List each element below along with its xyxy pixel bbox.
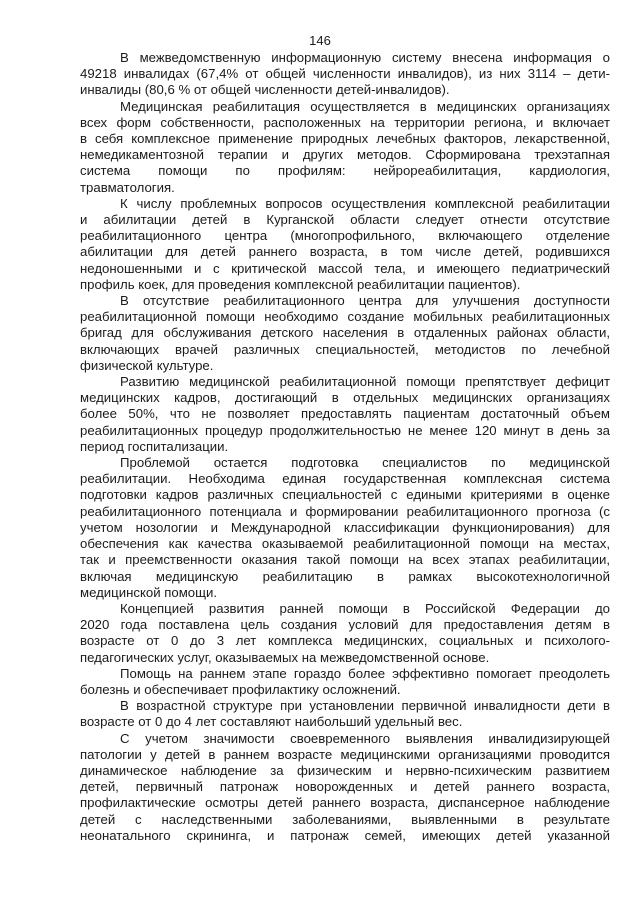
paragraph	[80, 601, 610, 666]
text-line: Помощь на раннем этапе гораздо более эффективно помогает преодолеть	[120, 665, 610, 681]
text-line: К числу проблемных вопросов осуществления комплексной реабилитации	[120, 195, 610, 211]
document-body	[80, 50, 610, 844]
text-line: В отсутствие реабилитационного центра для улучшения доступности	[120, 293, 610, 309]
paragraph	[80, 99, 610, 196]
text-line: включающих врачей различных специальностей, методистов по лечебной	[80, 341, 610, 357]
text-line: период госпитализации.	[80, 438, 229, 454]
text-line: реабилитации. Необходима единая государственная комплексная система	[80, 471, 610, 487]
text-line: в себя комплексное применение природных лечебных факторов, лекарственной,	[80, 131, 610, 147]
paragraph	[80, 50, 610, 99]
paragraph	[80, 731, 610, 844]
text-line: детей, первичный патронаж новорожденных и детей раннего возраста,	[80, 779, 610, 795]
text-line: учетом нозологии и Международной классификации функционирования) для	[80, 519, 610, 535]
text-line: подготовки кадров различных специальностей с едиными критериями в оценке	[80, 487, 610, 503]
text-line: реабилитационных процедур продолжительностью не менее 120 минут в день за	[80, 422, 610, 438]
text-line: болезнь и обеспечивает профилактику осложнений.	[80, 681, 401, 697]
page-number: 146	[309, 33, 331, 48]
text-line: система помощи по профилям: нейрореабилитация, кардиология,	[80, 163, 610, 179]
text-line: медицинских кадров, достигающий в отдельных медицинских организациях	[80, 390, 610, 406]
text-line: педагогических услуг, оказываемых на межведомственной основе.	[80, 649, 490, 665]
text-line: реабилитационного потенциала и формировании реабилитационного прогноза (с	[80, 503, 610, 519]
paragraph	[80, 374, 610, 455]
text-line: В возрастной структуре при установлении первичной инвалидности дети в	[120, 698, 610, 714]
text-line: инвалиды (80,6 % от общей численности детей-инвалидов).	[80, 82, 450, 98]
text-line: обеспечения как качества оказываемой реабилитационной помощи на местах,	[80, 536, 610, 552]
text-line: абилитации для детей раннего возраста, в том числе детей, родившихся	[80, 244, 610, 260]
text-line: 2020 года поставлена цель создания условий для предоставления детям в	[80, 617, 610, 633]
text-line: травматология.	[80, 179, 175, 195]
text-line: Развитию медицинской реабилитационной помощи препятствует дефицит	[120, 374, 610, 390]
text-line: реабилитационного центра (многопрофильного, включающего отделение	[80, 228, 610, 244]
text-line: бригад для обслуживания детского населения в отдаленных районах области,	[80, 325, 610, 341]
text-line: возрасте от 0 до 4 лет составляют наибольший удельный вес.	[80, 714, 463, 730]
text-line: 49218 инвалидах (67,4% от общей численности инвалидов), из них 3114 – дети-	[80, 66, 610, 82]
text-line: медицинской помощи.	[80, 584, 218, 600]
text-line: всех форм собственности, расположенных на территории региона, и включает	[80, 114, 610, 130]
text-line: Концепцией развития ранней помощи в Российской Федерации до	[120, 600, 610, 616]
paragraph	[80, 196, 610, 293]
paragraph	[80, 666, 610, 698]
text-line: реабилитационной помощи необходимо создание мобильных реабилитационных	[80, 309, 610, 325]
text-line: недоношенными и с критической массой тела, и имеющего педиатрический	[80, 260, 610, 276]
text-line: профиль коек, для проведения комплексной реабилитации пациентов).	[80, 276, 521, 292]
paragraph	[80, 455, 610, 601]
text-line: немедикаментозной терапии и других методов. Сформирована трехэтапная	[80, 147, 610, 163]
text-line: Медицинская реабилитация осуществляется в медицинских организациях	[120, 98, 610, 114]
text-line: более 50%, что не позволяет предоставлять пациентам достаточный объем	[80, 406, 610, 422]
paragraph	[80, 293, 610, 374]
text-line: так и преемственности оказания такой помощи на всех этапах реабилитации,	[80, 552, 610, 568]
text-line: включая медицинскую реабилитацию в рамках высокотехнологичной	[80, 568, 610, 584]
text-line: возрасте от 0 до 3 лет комплекса медицинских, социальных и психолого-	[80, 633, 610, 649]
text-line: патологии у детей в раннем возрасте медицинскими организациями проводится	[80, 746, 610, 762]
paragraph	[80, 698, 610, 730]
text-line: Проблемой остается подготовка специалистов по медицинской	[120, 455, 610, 471]
text-line: и абилитации детей в Курганской области следует отнести отсутствие	[80, 212, 610, 228]
text-line: неонатального скрининга, и патронаж семей, имеющих детей указанной	[80, 827, 610, 843]
text-line: В межведомственную информационную систему внесена информация о	[120, 50, 610, 65]
text-line: профилактические осмотры детей раннего возраста, диспансерное наблюдение	[80, 795, 610, 811]
text-line: динамическое наблюдение за физическим и нервно-психическим развитием	[80, 762, 610, 778]
text-line: физической культуре.	[80, 357, 214, 373]
text-line: С учетом значимости своевременного выявления инвалидизирующей	[120, 730, 610, 746]
text-line: детей с наследственными заболеваниями, выявленными в результате	[80, 811, 610, 827]
